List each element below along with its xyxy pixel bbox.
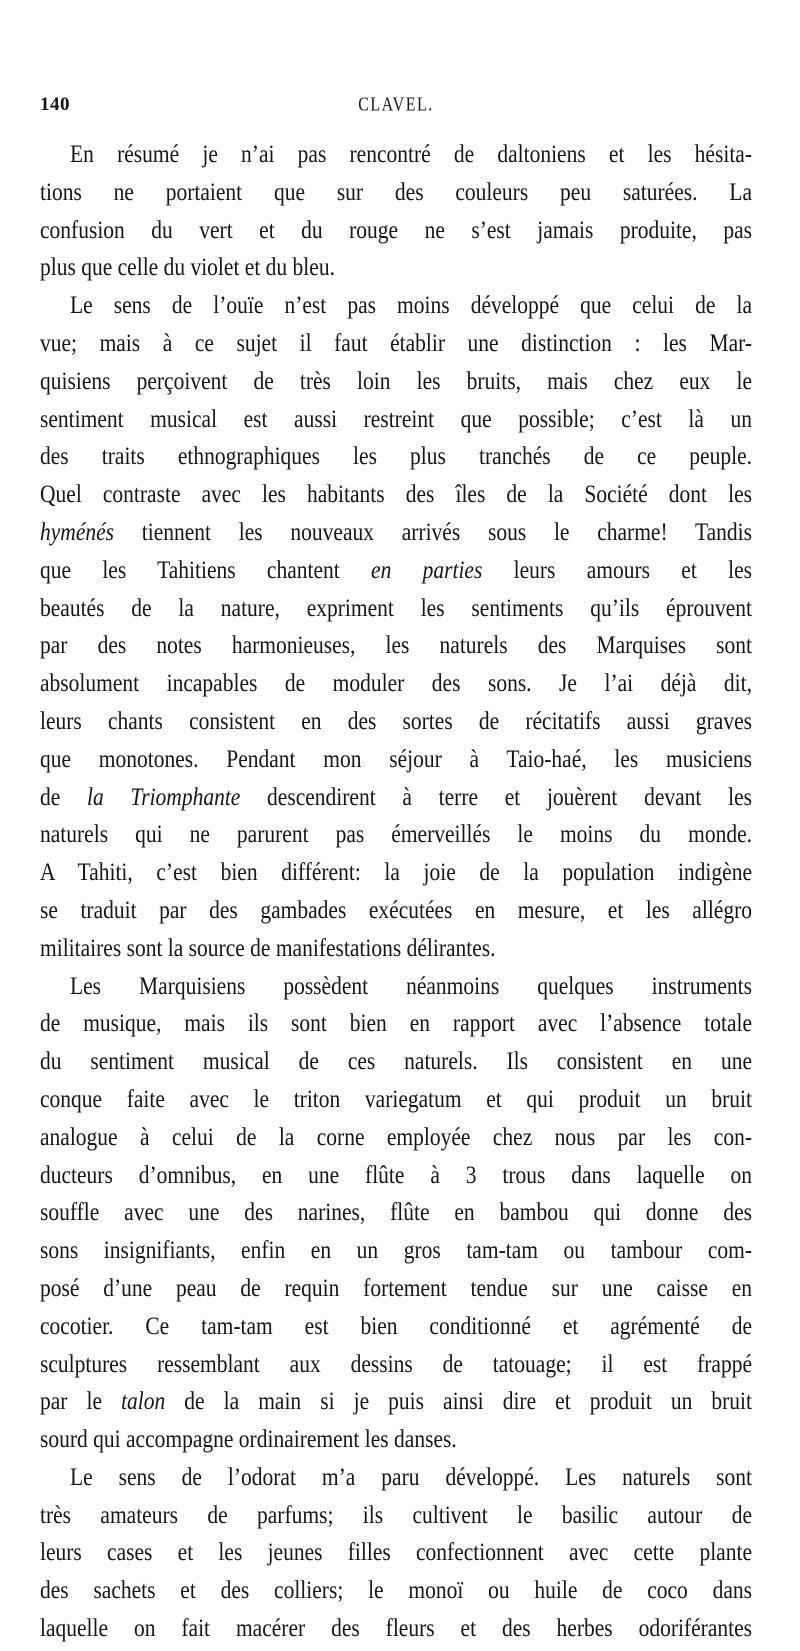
text-line: A Tahiti, c’est bien différent: la joie de la population indigène <box>40 857 752 887</box>
text-fragment: de la main si je puis ainsi dire et produit un bruit <box>165 1386 753 1416</box>
text-line: tions ne portaient que sur des couleurs peu saturées. La <box>40 177 752 206</box>
body-text <box>40 136 752 1648</box>
text-line: ducteurs d’omnibus, en une flûte à 3 trous dans laquelle on <box>40 1160 752 1189</box>
paragraph-3 <box>40 968 752 1459</box>
text-line: confusion du vert et du rouge ne s’est jamais produite, pas <box>40 215 752 244</box>
paragraph-4 <box>40 1459 752 1648</box>
text-line: par des notes harmonieuses, les naturels des Marquises sont <box>40 631 752 660</box>
text-line: Quel contraste avec les habitants des îles de la Société dont les <box>40 479 752 509</box>
text-line: Le sens de l’odorat m’a paru développé. Les naturels sont <box>70 1462 752 1491</box>
text-fragment: tiennent les nouveaux arrivés sous le charme! Tandis <box>114 517 752 546</box>
italic-en-parties: en parties <box>371 555 483 584</box>
italic-talon: talon <box>121 1386 166 1416</box>
text-line: vue; mais à ce sujet il faut établir une distinction : les Mar- <box>40 328 752 357</box>
text-line: laquelle on fait macérer des fleurs et des herbes odoriférantes <box>40 1613 752 1643</box>
text-line: leurs chants consistent en des sortes de récitatifs aussi graves <box>40 706 752 735</box>
text-line: quisiens perçoivent de très loin les bruits, mais chez eux le <box>40 366 752 395</box>
text-line: que monotones. Pendant mon séjour à Taio-haé, les musiciens <box>40 744 752 773</box>
text-line: analogue à celui de la corne employée chez nous par les con- <box>40 1122 752 1151</box>
text-line: des sachets et des colliers; le monoï ou huile de coco dans <box>40 1575 752 1605</box>
italic-hymenes: hyménés <box>40 517 115 546</box>
text-line: Le sens de l’ouïe n’est pas moins développé que celui de la <box>70 290 752 320</box>
paragraph-1 <box>40 136 752 287</box>
text-fragment: par le <box>40 1386 122 1416</box>
text-line: souffle avec une des narines, flûte en bambou qui donne des <box>40 1197 752 1227</box>
paragraph-2 <box>40 287 752 967</box>
text-fragment: descendirent à terre et jouèrent devant les <box>240 782 752 811</box>
running-head <box>40 94 752 120</box>
text-line: sculptures ressemblant aux dessins de tatouage; il est frappé <box>40 1349 752 1378</box>
text-line: très amateurs de parfums; ils cultivent le basilic autour de <box>40 1500 752 1529</box>
text-line: militaires sont la source de manifestations délirantes. <box>40 933 496 962</box>
text-line: Les Marquisiens possèdent néanmoins quelques instruments <box>70 971 752 1000</box>
text-line: En résumé je n’ai pas rencontré de daltoniens et les hésita- <box>70 139 752 168</box>
text-line: cocotier. Ce tam-tam est bien conditionné et agrémenté de <box>40 1311 752 1340</box>
text-line: conque faite avec le triton variegatum et qui produit un bruit <box>40 1084 752 1113</box>
text-line: beautés de la nature, expriment les sentiments qu’ils éprouvent <box>40 593 752 622</box>
text-line: des traits ethnographiques les plus tranchés de ce peuple. <box>40 442 752 471</box>
text-fragment: de <box>40 782 87 811</box>
text-line: plus que celle du violet et du bleu. <box>40 253 335 282</box>
running-title: CLAVEL. <box>358 94 434 116</box>
text-line: du sentiment musical de ces naturels. Ils consistent en une <box>40 1046 752 1076</box>
text-line: sentiment musical est aussi restreint que possible; c’est là un <box>40 404 752 433</box>
text-line: absolument incapables de moduler des sons. Je l’ai déjà dit, <box>40 668 752 698</box>
text-line: leurs cases et les jeunes filles confectionnent avec cette plante <box>40 1538 752 1567</box>
italic-la-triomphante: la Triomphante <box>87 782 241 811</box>
text-line: se traduit par des gambades exécutées en mesure, et les allégro <box>40 895 752 924</box>
text-line: posé d’une peau de requin fortement tendue sur une caisse en <box>40 1273 752 1302</box>
page-number: 140 <box>40 94 70 115</box>
text-line: sourd qui accompagne ordinairement les danses. <box>40 1424 457 1454</box>
text-line: de musique, mais ils sont bien en rapport avec l’absence totale <box>40 1009 752 1038</box>
text-line: naturels qui ne parurent pas émerveillés le moins du monde. <box>40 820 752 849</box>
text-fragment: leurs amours et les <box>482 555 752 584</box>
text-fragment: que les Tahitiens chantent <box>40 555 372 584</box>
text-line: sons insignifiants, enfin en un gros tam-tam ou tambour com- <box>40 1235 752 1265</box>
